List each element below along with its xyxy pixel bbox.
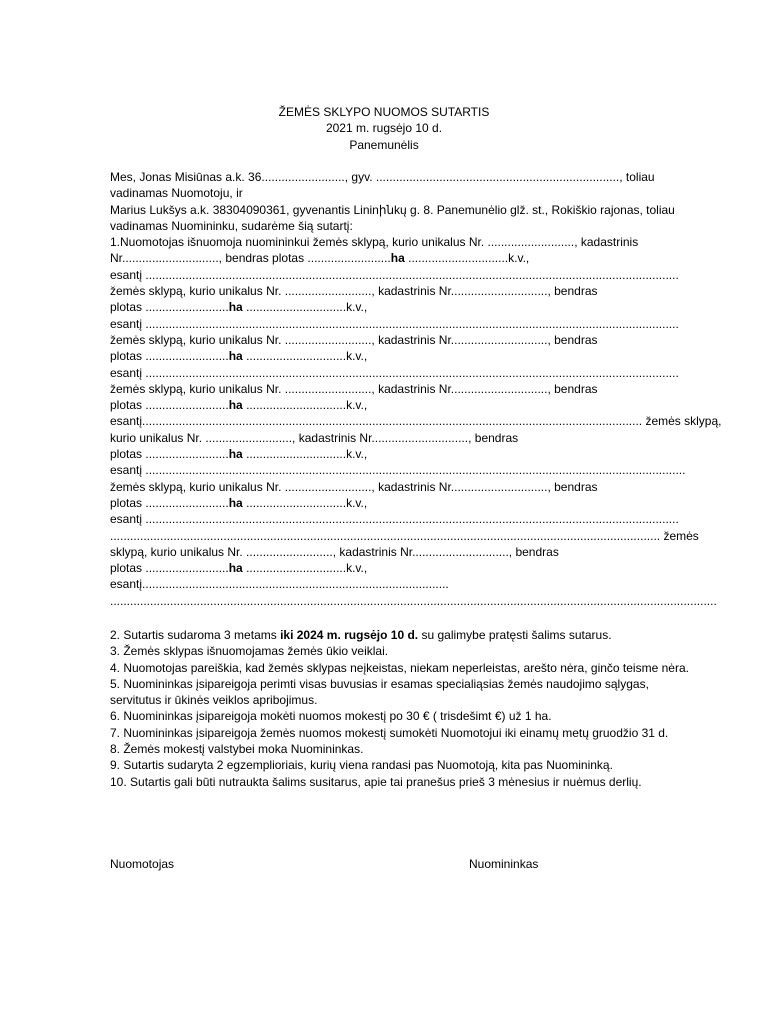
plot-location-line: esantį............................................................................................ [110, 577, 449, 592]
plot-line: žemės sklypą, kurio unikalus Nr. .........................., kadastrinis Nr............................., bendras [110, 284, 598, 299]
plot-area-text: plotas ......................... [110, 495, 229, 510]
document-title: ŽEMĖS SKLYPO NUOMOS SUTARTIS [278, 105, 490, 119]
landlord-signature-label: Nuomotojas [110, 857, 175, 871]
plot-location-line: esantį ................................................................................................................................................................ [110, 365, 679, 380]
parties-line: Mes, Jonas Misiūnas a.k. 36........................., gyv. ........................................................................., toliau [110, 170, 655, 184]
hectare-unit: ha [390, 251, 405, 266]
plot-area-rest: ..............................k.v., [242, 495, 368, 510]
plot-area-line [110, 495, 730, 511]
tenant-signature-label: Nuomininkas [469, 857, 539, 871]
plot-location-line: esantį ................................................................................................................................................................ [110, 316, 679, 331]
hectare-unit: ha [228, 447, 243, 462]
plot-area-text: plotas ......................... [110, 349, 229, 364]
parties-line: vadinamas Nuomininku, sudarėme šią sutartį: [110, 218, 353, 233]
plot-area-line [110, 250, 730, 266]
clause-9: 9. Sutartis sudaryta 2 egzemplioriais, kurių viena randasi pas Nuomotoją, kita pas Nuomininką. [110, 758, 613, 773]
clause-6: 6. Nuomininkas įsipareigoja mokėti nuomos mokestį po 30 € ( trisdešimt €) už 1 ha. [110, 709, 552, 724]
clause-text: 2. Sutartis sudaroma 3 metams [110, 628, 281, 642]
plot-line: sklypą, kurio unikalus Nr. .........................., kadastrinis Nr............................., bendras [110, 544, 559, 559]
plot-area-rest: ..............................k.v., [404, 251, 530, 266]
plot-location-line: esantį ................................................................................................................................................................ [110, 267, 679, 282]
plot-area-rest: ..............................k.v., [242, 349, 368, 364]
plot-line: 1.Nuomotojas išnuomoja nuomininkui žemės sklypą, kurio unikalus Nr. .........................., kadastrinis [110, 235, 639, 250]
plot-area-rest: ..............................k.v., [242, 447, 368, 462]
hectare-unit: ha [228, 300, 243, 315]
contract-body [110, 169, 730, 609]
clause-term-date: iki 2024 m. rugsėjo 10 d. [280, 628, 419, 642]
plot-line: žemės sklypą, kurio unikalus Nr. .........................., kadastrinis Nr............................., bendras [110, 332, 598, 347]
plot-area-rest: ..............................k.v., [242, 398, 368, 413]
plot-line: kurio unikalus Nr. .........................., kadastrinis Nr............................., bendras [110, 430, 519, 445]
dotted-line: ...................................................................................................................................................................................... [110, 593, 717, 608]
plot-area-line [110, 397, 730, 413]
plot-area-text: plotas ......................... [110, 561, 229, 576]
plot-area-line [110, 299, 730, 315]
plot-location-line: esantį .................................................................................................................................................................. [110, 463, 686, 478]
clause-3: 3. Žemės sklypas išnuomojamas žemės ūkio veiklai. [110, 644, 389, 659]
plot-area-line [110, 348, 730, 364]
document-header [0, 104, 768, 153]
document-date: 2021 m. rugsėjo 10 d. [325, 121, 443, 136]
plot-line: žemės sklypą, kurio unikalus Nr. .........................., kadastrinis Nr............................., bendras [110, 381, 598, 396]
clause-4: 4. Nuomotojas pareiškia, kad žemės sklypas neįkeistas, niekam neperleistas, arešto nėra, ginčo teisme nėra. [110, 660, 689, 675]
plot-area-line [110, 446, 730, 462]
plot-location-line: esantį ................................................................................................................................................................ [110, 512, 679, 527]
clause-5-continued: servitutus ir ūkinės veiklos apribojimus. [110, 693, 318, 708]
clause-5: 5. Nuomininkas įsipareigoja perimti visas buvusias ir esamas specialiąsias žemės naudojimo sąlygas, [110, 676, 649, 691]
document-place: Panemunėlis [349, 137, 419, 152]
hectare-unit: ha [228, 561, 243, 576]
plot-area-text: plotas ......................... [110, 447, 229, 462]
parties-line: Marius Lukšys a.k. 38304090361, gyvenantis Lininինkų g. 8. Panemunėlio glž. st., Rokiškio rajonas, toliau [110, 202, 675, 217]
clause-8: 8. Žemės mokestį valstybei moka Nuomininkas. [110, 742, 364, 757]
plot-line: žemės sklypą, kurio unikalus Nr. .........................., kadastrinis Nr............................., bendras [110, 479, 598, 494]
clauses-list [110, 627, 740, 790]
clause-10: 10. Sutartis gali būti nutraukta šalims susitarus, apie tai pranešus prieš 3 mėnesius ir nuėmus derlių. [110, 774, 642, 789]
plot-area-line [110, 560, 730, 576]
hectare-unit: ha [228, 398, 243, 413]
plot-area-rest: ..............................k.v., [242, 300, 368, 315]
parties-line: vadinamas Nuomotoju, ir [110, 186, 243, 201]
plot-area-text: plotas ......................... [110, 398, 229, 413]
plot-area-rest: ..............................k.v., [242, 561, 368, 576]
plot-location-line: esantį...................................................................................................................................................... žemės sklypą, [110, 414, 722, 429]
dotted-line: ..................................................................................................................................................................... žemės [110, 528, 699, 543]
clause-text: su galimybe pratęsti šalims sutarus. [418, 628, 612, 642]
clause-2 [110, 627, 740, 643]
hectare-unit: ha [228, 495, 243, 510]
plot-area-text: plotas ......................... [110, 300, 229, 315]
clause-7: 7. Nuomininkas įsipareigoja žemės nuomos mokestį sumokėti Nuomotojui iki einamų metų gruodžio 31 d. [110, 725, 669, 740]
hectare-unit: ha [228, 349, 243, 364]
plot-area-text: Nr............................., bendras plotas ......................... [110, 251, 391, 266]
